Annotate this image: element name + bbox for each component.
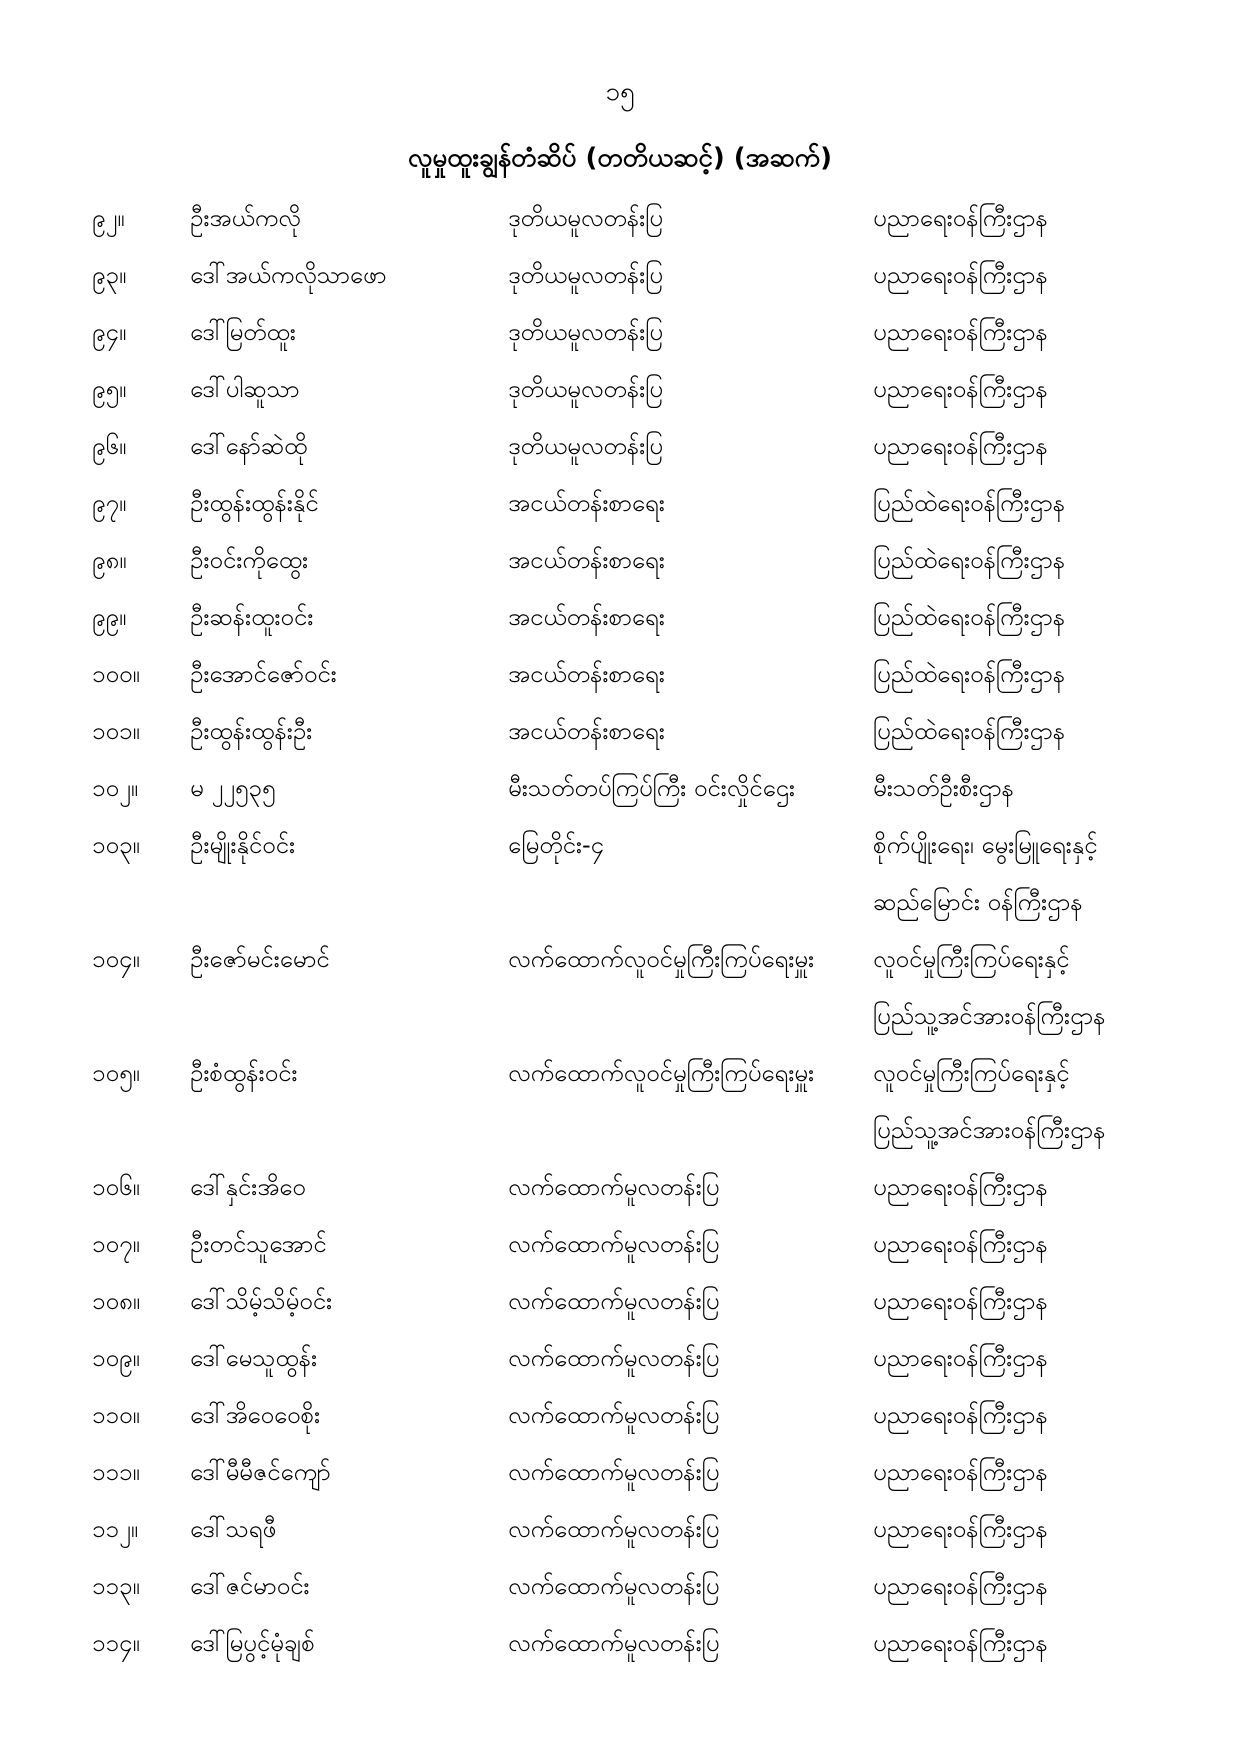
list-item [0, 1615, 1240, 1672]
entry-number: ၁၀၇။ [92, 1230, 140, 1258]
entry-number: ၁၁၀။ [92, 1401, 140, 1429]
entry-position: လက်ထောက်မူလတန်းပြ [508, 1515, 720, 1543]
entry-department-line: ပညာရေးဝန်ကြီးဌာန [873, 1230, 1048, 1258]
entry-number: ၉၈။ [92, 546, 127, 574]
list-item [0, 589, 1240, 646]
entry-position: လက်ထောက်မူလတန်းပြ [508, 1230, 720, 1258]
entry-number: ၁၀၄။ [92, 945, 140, 973]
entry-department [873, 1045, 1213, 1159]
entry-position: လက်ထောက်မူလတန်းပြ [508, 1401, 720, 1429]
entry-department [873, 304, 1213, 361]
page-number: ၁၅ [605, 77, 635, 107]
list-item [0, 817, 1240, 931]
entry-number: ၁၀၂။ [92, 774, 139, 802]
entry-number: ၁၁၂။ [92, 1515, 139, 1543]
entry-department [873, 817, 1213, 931]
entry-position: အငယ်တန်းစာရေး [508, 660, 665, 688]
entry-department-line: လူဝင်မှုကြီးကြပ်ရေးနှင့် [873, 1059, 1070, 1087]
entry-name: ဒေါ်အိဝေဝေစိုး [190, 1401, 321, 1429]
entry-position: လက်ထောက်မူလတန်းပြ [508, 1458, 720, 1486]
entry-department-line: ပြည်ထဲရေးဝန်ကြီးဌာန [873, 717, 1066, 745]
entry-name: ဒေါ်မီမီဇင်ကျော် [190, 1458, 331, 1486]
entry-department [873, 418, 1213, 475]
entry-position: ဒုတိယမူလတန်းပြ [508, 318, 663, 346]
list-item [0, 1045, 1240, 1159]
list-item [0, 1159, 1240, 1216]
entry-department [873, 1330, 1213, 1387]
entry-position: အငယ်တန်းစာရေး [508, 717, 665, 745]
entry-name: ဒေါ်အယ်ကလိုသာဖော [190, 261, 387, 289]
entry-position: အငယ်တန်းစာရေး [508, 546, 665, 574]
entry-position: အငယ်တန်းစာရေး [508, 603, 665, 631]
entry-department [873, 247, 1213, 304]
entry-department [873, 589, 1213, 646]
entry-number: ၉၅။ [92, 375, 127, 403]
entry-number: ၉၆။ [92, 432, 127, 460]
entry-department-line: ပြည်ထဲရေးဝန်ကြီးဌာန [873, 489, 1066, 517]
entry-name: ဦးဇော်မင်းမောင် [190, 945, 330, 973]
entry-department-line: မီးသတ်ဦးစီးဌာန [873, 774, 1014, 802]
entry-position: မီးသတ်တပ်ကြပ်ကြီး ဝင်းလှိုင်ဌေး [508, 774, 796, 802]
entry-name: ဒေါ်မြတ်ထူး [190, 318, 296, 346]
entry-number: ၁၁၁။ [92, 1458, 140, 1486]
entry-name: ဒေါ်မြပွင့်မုံချစ် [190, 1629, 315, 1657]
entry-department [873, 475, 1213, 532]
entry-department-line: ပညာရေးဝန်ကြီးဌာန [873, 1344, 1048, 1372]
entry-department-line: လူဝင်မှုကြီးကြပ်ရေးနှင့် [873, 945, 1070, 973]
entry-position: မြေတိုင်း-၄ [508, 831, 605, 859]
entry-position: ဒုတိယမူလတန်းပြ [508, 432, 663, 460]
list-item [0, 760, 1240, 817]
list-item [0, 361, 1240, 418]
entry-name: ဦးတင်သူအောင် [190, 1230, 327, 1258]
entry-department-line: ပညာရေးဝန်ကြီးဌာန [873, 1401, 1048, 1429]
entry-number: ၉၄။ [92, 318, 127, 346]
entry-name: ဒေါ်သရဖီ [190, 1515, 277, 1543]
entry-position: လက်ထောက်လူဝင်မှုကြီးကြပ်ရေးမှူး [508, 1059, 815, 1087]
entry-department-line: ပညာရေးဝန်ကြီးဌာန [873, 1287, 1048, 1315]
entry-name: ဦးစံထွန်းဝင်း [190, 1059, 298, 1087]
entry-name: ဒေါ်သိမ့်သိမ့်ဝင်း [190, 1287, 333, 1315]
list-item [0, 1273, 1240, 1330]
entry-department [873, 1444, 1213, 1501]
entry-department [873, 190, 1213, 247]
list-item [0, 1216, 1240, 1273]
entry-department [873, 361, 1213, 418]
entry-department-line: ဆည်မြောင်း ဝန်ကြီးဌာန [873, 888, 1083, 916]
entry-department [873, 1387, 1213, 1444]
entry-department-line: ပြည်ထဲရေးဝန်ကြီးဌာန [873, 603, 1066, 631]
entry-number: ၁၁၃။ [92, 1572, 140, 1600]
entry-name: ဒေါ်ဇင်မာဝင်း [190, 1572, 310, 1600]
entry-position: ဒုတိယမူလတန်းပြ [508, 204, 663, 232]
entry-department [873, 1615, 1213, 1672]
entry-position: လက်ထောက်မူလတန်းပြ [508, 1173, 720, 1201]
entry-position: လက်ထောက်မူလတန်းပြ [508, 1344, 720, 1372]
entry-department [873, 646, 1213, 703]
list-item [0, 532, 1240, 589]
list-item [0, 475, 1240, 532]
list-item [0, 247, 1240, 304]
list-item [0, 1501, 1240, 1558]
entry-department-line: ပြည်သူ့အင်အားဝန်ကြီးဌာန [873, 1002, 1106, 1030]
entry-department [873, 1558, 1213, 1615]
entry-name: ဦးအောင်ဇော်ဝင်း [190, 660, 337, 688]
entry-name: ဦးမျိုးနိုင်ဝင်း [190, 831, 296, 859]
entry-name: ဦးဝင်းကိုထွေး [190, 546, 309, 574]
entry-number: ၁၀၈။ [92, 1287, 140, 1315]
entry-position: လက်ထောက်မူလတန်းပြ [508, 1629, 720, 1657]
list-item [0, 1558, 1240, 1615]
entry-department [873, 1159, 1213, 1216]
entry-number: ၉၇။ [92, 489, 127, 517]
entry-department [873, 760, 1213, 817]
entry-department [873, 703, 1213, 760]
entry-name: ဦးဆန်းထူးဝင်း [190, 603, 314, 631]
entry-position: လက်ထောက်မူလတန်းပြ [508, 1287, 720, 1315]
list-item [0, 931, 1240, 1045]
entry-position: လက်ထောက်မူလတန်းပြ [508, 1572, 720, 1600]
entry-number: ၉၂။ [92, 204, 125, 232]
entry-department-line: ပညာရေးဝန်ကြီးဌာန [873, 261, 1048, 289]
entry-name: ဒေါ်နှင်းအိဝေ [190, 1173, 306, 1201]
entry-number: ၁၀၃။ [92, 831, 140, 859]
list-item [0, 1330, 1240, 1387]
page-title: လူမှုထူးချွန်တံဆိပ် (တတိယဆင့်) (အဆက်) [408, 143, 832, 173]
entry-number: ၁၀၉။ [92, 1344, 140, 1372]
entry-name: ဦးထွန်းထွန်းနိုင် [190, 489, 319, 517]
entry-department-line: ပညာရေးဝန်ကြီးဌာန [873, 1572, 1048, 1600]
entry-number: ၁၀၆။ [92, 1173, 140, 1201]
entry-name: ဒေါ်နော်ဆဲထို [190, 432, 308, 460]
entry-department-line: ပညာရေးဝန်ကြီးဌာန [873, 1629, 1048, 1657]
list-item [0, 418, 1240, 475]
list-item [0, 304, 1240, 361]
entry-position: အငယ်တန်းစာရေး [508, 489, 665, 517]
entry-position: ဒုတိယမူလတန်းပြ [508, 375, 663, 403]
entry-department-line: ပညာရေးဝန်ကြီးဌာန [873, 318, 1048, 346]
entry-name: ဒေါ်ပါဆူသာ [190, 375, 300, 403]
entry-name: ဦးထွန်းထွန်းဦး [190, 717, 313, 745]
entry-department-line: ပညာရေးဝန်ကြီးဌာန [873, 1173, 1048, 1201]
entry-department-line: ပညာရေးဝန်ကြီးဌာန [873, 432, 1048, 460]
list-item [0, 1387, 1240, 1444]
entry-position: ဒုတိယမူလတန်းပြ [508, 261, 663, 289]
entry-department [873, 931, 1213, 1045]
entry-department [873, 1216, 1213, 1273]
entry-number: ၁၀၀။ [92, 660, 140, 688]
award-list [0, 190, 1240, 1672]
list-item [0, 190, 1240, 247]
entry-name: ဒေါ်မေသူထွန်း [190, 1344, 318, 1372]
entry-department-line: စိုက်ပျိုးရေး၊ မွေးမြူရေးနှင့် [873, 831, 1098, 859]
entry-name: ဦးအယ်ကလို [190, 204, 301, 232]
entry-department-line: ပြည်ထဲရေးဝန်ကြီးဌာန [873, 546, 1066, 574]
entry-number: ၁၀၁။ [92, 717, 140, 745]
entry-department [873, 1501, 1213, 1558]
entry-position: လက်ထောက်လူဝင်မှုကြီးကြပ်ရေးမှူး [508, 945, 815, 973]
entry-department [873, 1273, 1213, 1330]
entry-number: ၉၉။ [92, 603, 127, 631]
entry-department-line: ပြည်ထဲရေးဝန်ကြီးဌာန [873, 660, 1066, 688]
entry-department [873, 532, 1213, 589]
list-item [0, 1444, 1240, 1501]
list-item [0, 646, 1240, 703]
entry-department-line: ပညာရေးဝန်ကြီးဌာန [873, 1458, 1048, 1486]
entry-department-line: ပညာရေးဝန်ကြီးဌာန [873, 1515, 1048, 1543]
list-item [0, 703, 1240, 760]
entry-department-line: ပညာရေးဝန်ကြီးဌာန [873, 204, 1048, 232]
entry-name: မ ၂၂၅၃၅ [190, 774, 276, 802]
entry-department-line: ပြည်သူ့အင်အားဝန်ကြီးဌာန [873, 1116, 1106, 1144]
entry-number: ၁၀၅။ [92, 1059, 140, 1087]
entry-department-line: ပညာရေးဝန်ကြီးဌာန [873, 375, 1048, 403]
entry-number: ၉၃။ [92, 261, 127, 289]
entry-number: ၁၁၄။ [92, 1629, 140, 1657]
